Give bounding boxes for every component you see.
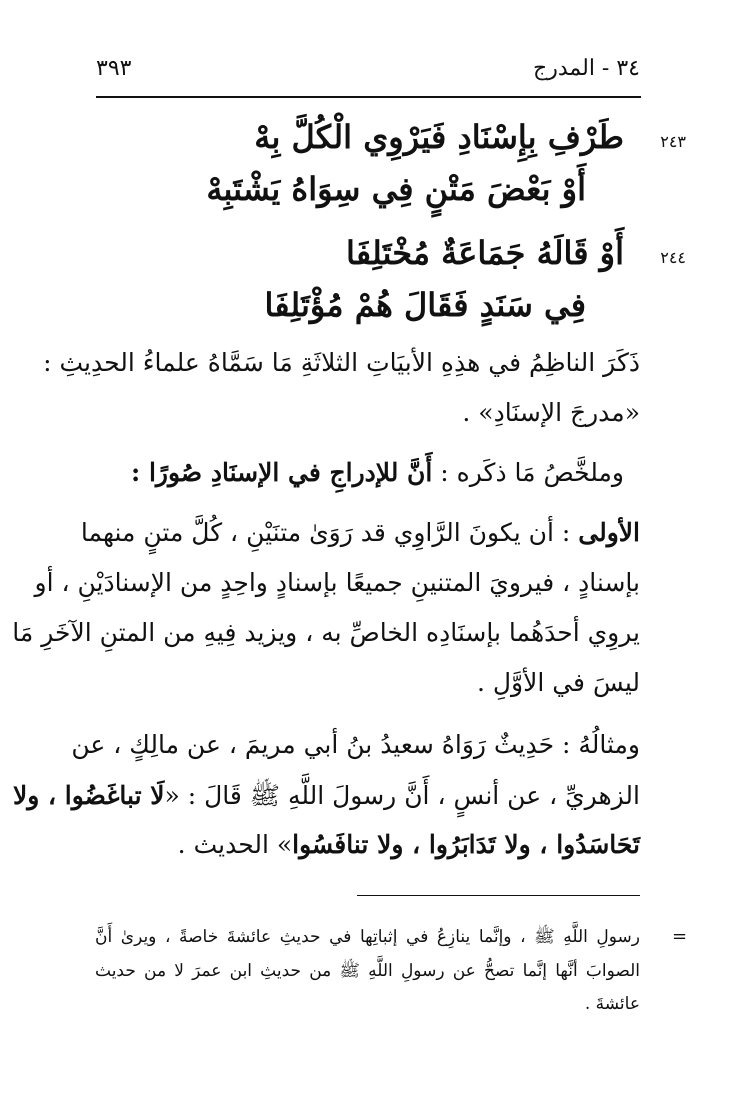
verse-line: أَوْ بَعْضَ مَتْنٍ فِي سِوَاهُ يَشْتَبِهْ	[206, 170, 586, 208]
body-line: «مدرجَ الإسنَادِ» .	[462, 398, 640, 427]
hadith-text: تَحَاسَدُوا ، ولا تَدَابَرُوا ، ولا تنافَسُوا	[292, 830, 640, 859]
summary-bold: أَنَّ للإدراجِ في الإسنَادِ صُورًا :	[131, 458, 433, 487]
summary-lead: وملخَّصُ مَا ذكَره :	[440, 458, 624, 487]
footnote-line: الصوابَ أنَّها إنَّما تصحُّ عن رسولِ اللَّهِ ﷺ من حديثِ ابن عمرَ لا من حديث	[95, 961, 640, 981]
body-line	[13, 780, 640, 817]
footnote-line: عائشةَ .	[584, 994, 640, 1014]
body-line	[80, 518, 640, 547]
body-line: ليسَ في الأوَّلِ .	[476, 668, 640, 697]
verse-line: أَوْ قَالَهُ جَمَاعَةٌ مُخْتَلِفَا	[346, 234, 624, 272]
body-line: ومثالُهُ : حَدِيثٌ رَوَاهُ سعيدُ بنُ أبي مريمَ ، عن مالِكٍ ، عن	[71, 730, 640, 759]
summary-line	[131, 458, 624, 487]
footnote-rule	[357, 895, 640, 896]
footnote-line: رسولِ اللَّهِ ﷺ ، وإنَّما ينازِعُ في إثباتِها في حديثِ عائشةَ خاصةً ، ويرىٰ أَنَّ	[95, 927, 640, 947]
body-line	[95, 830, 640, 859]
footnote-continuation-mark: =	[672, 926, 688, 947]
body-line: يروِي أحدَهُما بإسنَادِه الخاصِّ به ، ويزيد فِيهِ من المتنِ الآخَرِ مَا	[12, 618, 640, 647]
first-form-label: الأولى	[578, 518, 640, 547]
verse-line: طَرْفِ بِإِسْنَادِ فَيَرْوِي الْكُلَّ بِهْ	[254, 118, 624, 156]
page-number: ٣٩٣	[96, 56, 132, 81]
hadith-text: لَا تباغَضُوا ، ولا	[13, 781, 165, 810]
example-text: » الحديث .	[177, 830, 293, 859]
verse-number: ٢٤٣	[660, 132, 686, 151]
chapter-title: ٣٤ - المدرج	[533, 56, 640, 81]
body-line: ذَكَرَ الناظِمُ في هذِهِ الأبيَاتِ الثلاثَةِ مَا سَمَّاهُ علماءُ الحدِيثِ :	[43, 348, 640, 377]
header-rule	[96, 96, 641, 98]
example-text: الزهريِّ ، عن أنسٍ ، أَنَّ رسولَ اللَّهِ ﷺ قَالَ : «	[164, 781, 640, 810]
verse-number: ٢٤٤	[660, 248, 686, 267]
verse-line: فِي سَنَدٍ فَقَالَ هُمْ مُؤْتَلِفَا	[264, 286, 586, 324]
body-line: بإسنادٍ ، فيرويَ المتنينِ جميعًا بإسنادٍ واحِدٍ من الإسنادَيْنِ ، أو	[34, 568, 640, 597]
first-form-text: : أن يكونَ الرَّاوِي قد رَوَىٰ متنَيْنِ ، كُلَّ متنٍ منهما	[80, 518, 571, 547]
